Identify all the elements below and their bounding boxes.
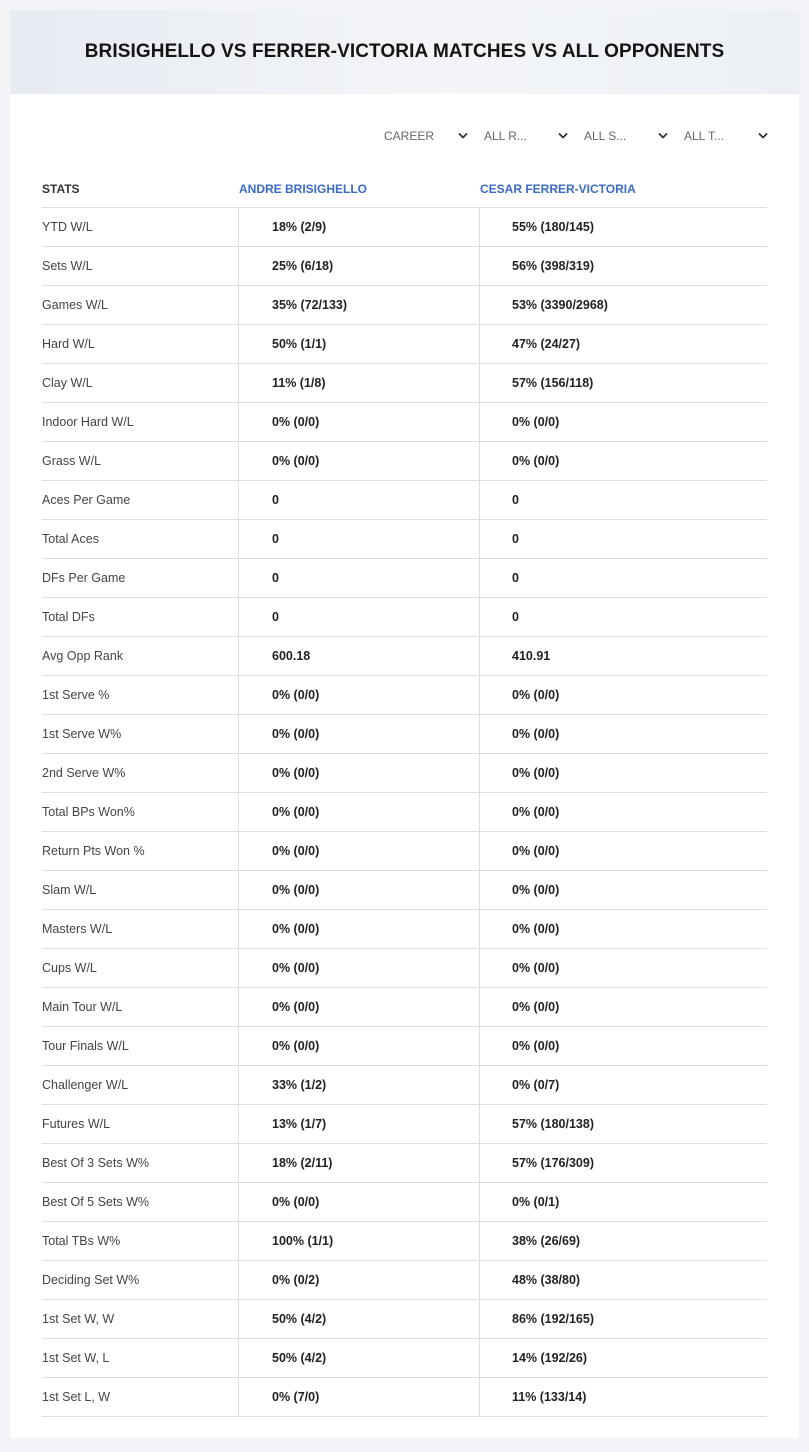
stat-label: Grass W/L [42,454,102,468]
table-row [42,1300,767,1339]
stat-label: Best Of 3 Sets W% [42,1156,149,1170]
table-row [42,754,767,793]
card-header [10,10,799,94]
stat-label: 1st Set W, W [42,1312,115,1326]
player2-value: 0% (0/0) [479,676,767,714]
player1-value: 35% (72/133) [238,286,479,324]
player2-value: 47% (24/27) [479,325,767,363]
table-row [42,247,767,286]
player2-value: 0% (0/0) [479,715,767,753]
player1-value: 0% (0/0) [238,832,479,870]
column-header-player2-link[interactable]: CESAR FERRER-VICTORIA [480,181,636,196]
table-row [42,637,767,676]
player2-value: 57% (176/309) [479,1144,767,1182]
player1-value: 0% (0/0) [238,949,479,987]
stat-label: 1st Set L, W [42,1390,111,1404]
table-row [42,208,767,247]
stat-label: Return Pts Won % [42,844,145,858]
stat-label: Best Of 5 Sets W% [42,1195,149,1209]
player2-value: 0 [479,481,767,519]
stat-label: Cups W/L [42,961,97,975]
table-row [42,325,767,364]
column-header-player1-link[interactable]: ANDRE BRISIGHELLO [239,181,368,196]
player1-value: 0 [238,481,479,519]
table-row [42,910,767,949]
player1-value: 0 [238,520,479,558]
player2-value: 0 [479,559,767,597]
player1-value: 50% (4/2) [238,1300,479,1338]
player1-value: 0% (0/0) [238,715,479,753]
player1-value: 0% (0/0) [238,793,479,831]
filter-label: ALL R... [484,129,527,143]
player2-value: 57% (156/118) [479,364,767,402]
stat-label: Clay W/L [42,376,93,390]
table-row [42,559,767,598]
table-row [42,793,767,832]
filter-label: ALL T... [684,129,725,143]
stat-label: 2nd Serve W% [42,766,126,780]
stat-label: Masters W/L [42,922,113,936]
stat-label: Total Aces [42,532,99,546]
table-row [42,988,767,1027]
player1-value: 0% (0/0) [238,1183,479,1221]
stat-label: Games W/L [42,298,108,312]
player2-value: 0% (0/0) [479,754,767,792]
player1-value: 0% (0/2) [238,1261,479,1299]
table-row [42,1339,767,1378]
chevron-down-icon [758,131,768,141]
table-row [42,715,767,754]
player1-value: 33% (1/2) [238,1066,479,1104]
table-row [42,676,767,715]
player1-value: 11% (1/8) [238,364,479,402]
player2-value: 0 [479,598,767,636]
player2-value: 0 [479,520,767,558]
player2-value: 0% (0/1) [479,1183,767,1221]
table-row [42,364,767,403]
stat-label: Deciding Set W% [42,1273,140,1287]
table-row [42,1378,767,1417]
player2-value: 0% (0/7) [479,1066,767,1104]
table-row [42,1183,767,1222]
stat-label: Challenger W/L [42,1078,129,1092]
player1-value: 18% (2/9) [238,208,479,246]
player2-value: 11% (133/14) [479,1378,767,1416]
chevron-down-icon [658,131,668,141]
player2-value: 56% (398/319) [479,247,767,285]
player2-value: 57% (180/138) [479,1105,767,1143]
stat-label: Total BPs Won% [42,805,135,819]
table-row [42,520,767,559]
table-row [42,286,767,325]
player2-value: 53% (3390/2968) [479,286,767,324]
player1-value: 0% (0/0) [238,910,479,948]
player1-value: 13% (1/7) [238,1105,479,1143]
player1-value: 50% (4/2) [238,1339,479,1377]
table-row [42,481,767,520]
player1-value: 100% (1/1) [238,1222,479,1260]
player2-value: 0% (0/0) [479,793,767,831]
stat-label: Main Tour W/L [42,1000,123,1014]
player1-value: 0% (0/0) [238,754,479,792]
player2-value: 86% (192/165) [479,1300,767,1338]
player1-value: 0 [238,598,479,636]
stat-label: 1st Serve W% [42,727,122,741]
stat-label: Futures W/L [42,1117,111,1131]
player2-value: 0% (0/0) [479,949,767,987]
table-row [42,598,767,637]
filter-period-select[interactable] [374,124,474,148]
stat-label: YTD W/L [42,220,93,234]
table-row [42,403,767,442]
player2-value: 0% (0/0) [479,1027,767,1065]
player2-value: 0% (0/0) [479,442,767,480]
table-row [42,832,767,871]
player2-value: 0% (0/0) [479,403,767,441]
stat-label: Tour Finals W/L [42,1039,129,1053]
player1-value: 600.18 [238,637,479,675]
player2-value: 48% (38/80) [479,1261,767,1299]
player2-value: 14% (192/26) [479,1339,767,1377]
filter-tournament-select[interactable] [674,124,774,148]
player2-value: 0% (0/0) [479,910,767,948]
player2-value: 0% (0/0) [479,832,767,870]
stat-label: Total DFs [42,610,95,624]
table-row [42,949,767,988]
player2-value: 38% (26/69) [479,1222,767,1260]
column-header-stats: STATS [42,181,80,196]
filter-bar [374,124,774,148]
table-row [42,1066,767,1105]
filter-surface-select[interactable] [574,124,674,148]
stat-label: Sets W/L [42,259,93,273]
player2-value: 410.91 [479,637,767,675]
table-row [42,1261,767,1300]
filter-round-select[interactable] [474,124,574,148]
stat-label: DFs Per Game [42,571,126,585]
player1-value: 0 [238,559,479,597]
player1-value: 0% (0/0) [238,1027,479,1065]
player1-value: 50% (1/1) [238,325,479,363]
player1-value: 0% (0/0) [238,403,479,441]
filter-label: ALL S... [584,129,627,143]
stat-label: Avg Opp Rank [42,649,124,663]
table-header [42,170,767,208]
stat-label: Hard W/L [42,337,95,351]
stat-label: Total TBs W% [42,1234,121,1248]
table-row [42,1105,767,1144]
chevron-down-icon [558,131,568,141]
stat-label: Aces Per Game [42,493,131,507]
page-title: BRISIGHELLO VS FERRER-VICTORIA MATCHES VS ALL OPPONENTS [84,41,725,62]
stats-table-body [42,208,767,1417]
table-row [42,442,767,481]
player1-value: 0% (0/0) [238,988,479,1026]
player1-value: 0% (0/0) [238,676,479,714]
player1-value: 0% (0/0) [238,442,479,480]
player1-value: 0% (0/0) [238,871,479,909]
stat-label: Indoor Hard W/L [42,415,134,429]
filter-label: CAREER [384,129,435,143]
player1-value: 25% (6/18) [238,247,479,285]
player1-value: 18% (2/11) [238,1144,479,1182]
player1-value: 0% (7/0) [238,1378,479,1416]
stat-label: 1st Serve % [42,688,110,702]
stat-label: 1st Set W, L [42,1351,110,1365]
chevron-down-icon [458,131,468,141]
table-row [42,1222,767,1261]
player2-value: 0% (0/0) [479,988,767,1026]
player2-value: 55% (180/145) [479,208,767,246]
table-row [42,1027,767,1066]
table-row [42,871,767,910]
table-row [42,1144,767,1183]
stat-label: Slam W/L [42,883,97,897]
player2-value: 0% (0/0) [479,871,767,909]
stats-card [10,10,799,1438]
